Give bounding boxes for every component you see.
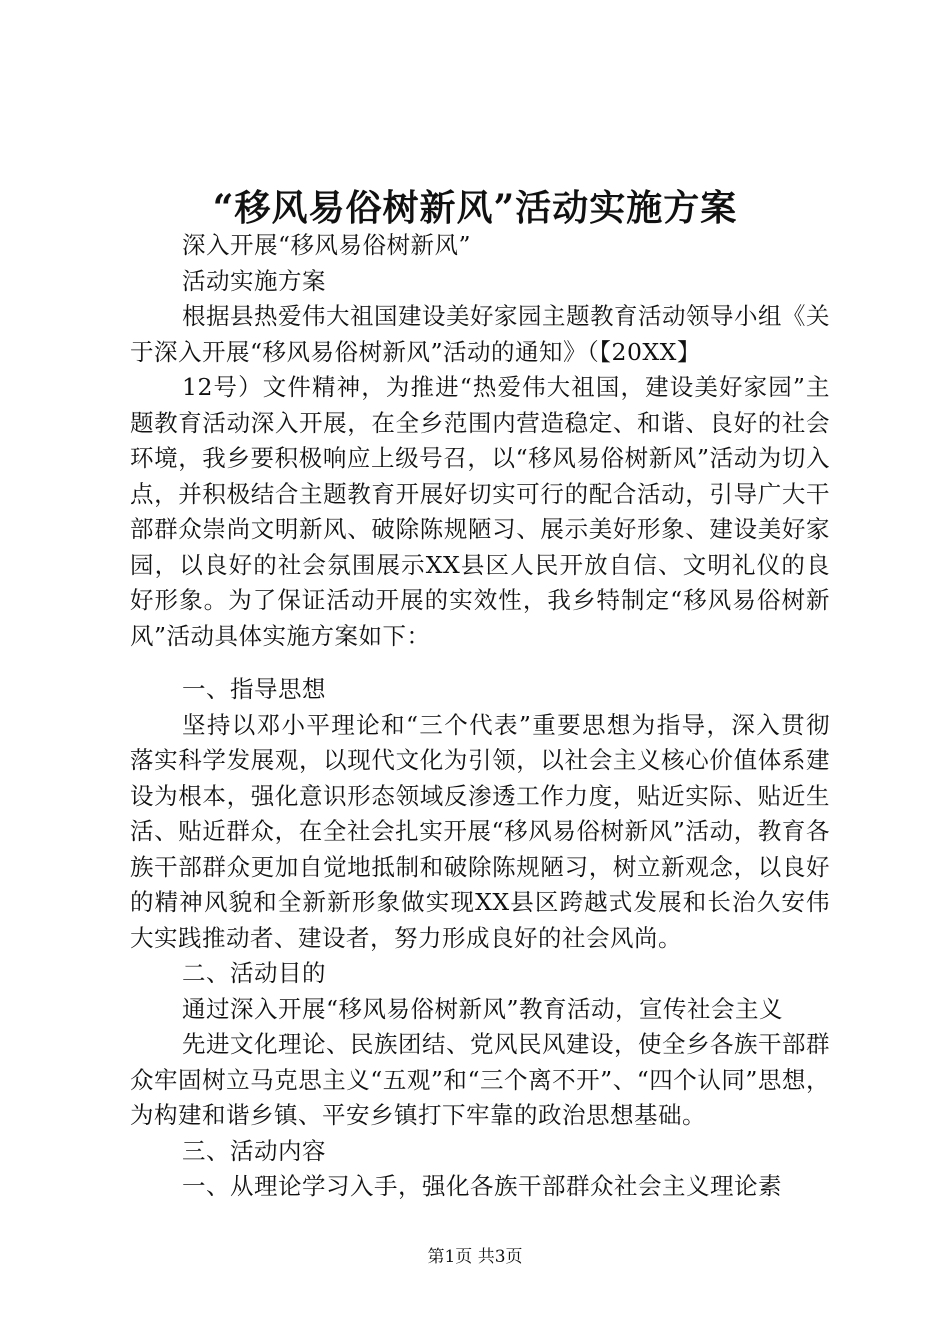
document-body	[130, 228, 830, 1205]
section-1-body: 坚持以邓小平理论和“三个代表”重要思想为指导，深入贯彻落实科学发展观，以现代文化为引领，以社会主义核心价值体系建设为根本，强化意识形态领域反渗透工作力度，贴近实际、贴近生活、贴近群众，在全社会扎实开展“移风易俗树新风”活动，教育各族干部群众更加自觉地抵制和破除陈规陋习，树立新观念，以良好的精神风貌和全新新形象做实现XX县区跨越式发展和长治久安伟大实践推动者、建设者，努力形成良好的社会风尚。	[130, 710, 830, 952]
section-2-body-continued: 先进文化理论、民族团结、党风民风建设，使全乡各族干部群众牢固树立马克思主义“五观”和“三个离不开”、“四个认同”思想，为构建和谐乡镇、平安乡镇打下牢靠的政治思想基础。	[130, 1030, 830, 1129]
subtitle-line-1: 深入开展“移风易俗树新风”	[182, 231, 472, 259]
section-2-heading: 二、活动目的	[182, 959, 326, 987]
section-1-heading: 一、指导思想	[182, 675, 326, 703]
intro-paragraph: 根据县热爱伟大祖国建设美好家园主题教育活动领导小组《关于深入开展“移风易俗树新风”活动的通知》（【20XX】	[130, 302, 830, 366]
page-number-footer: 第1页 共3页	[427, 1247, 523, 1267]
subtitle-line-2: 活动实施方案	[182, 266, 326, 295]
section-2-body: 通过深入开展“移风易俗树新风”教育活动，宣传社会主义	[182, 994, 784, 1023]
document-title: “移风易俗树新风”活动实施方案	[212, 187, 738, 229]
intro-paragraph-continued: 12号）文件精神，为推进“热爱伟大祖国，建设美好家园”主题教育活动深入开展，在全乡范围内营造稳定、和谐、良好的社会环境，我乡要积极响应上级号召，以“移风易俗树新风”活动为切入点，并积极结合主题教育开展好切实可行的配合活动，引导广大干部群众崇尚文明新风、破除陈规陋习、展示美好形象、建设美好家园，以良好的社会氛围展示XX县区人民开放自信、文明礼仪的良好形象。为了保证活动开展的实效性，我乡特制定“移风易俗树新风”活动具体实施方案如下：	[130, 373, 830, 650]
section-3-item-1: 一、从理论学习入手，强化各族干部群众社会主义理论素	[182, 1172, 782, 1200]
section-3-heading: 三、活动内容	[182, 1136, 326, 1165]
